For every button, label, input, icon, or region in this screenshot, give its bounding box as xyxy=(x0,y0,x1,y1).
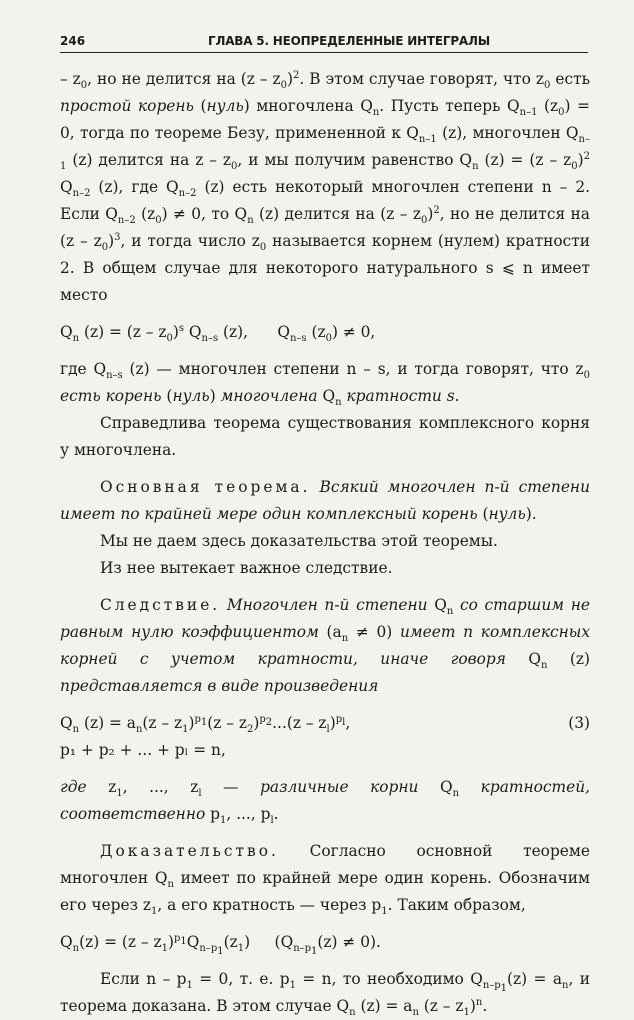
equation-number: (3) xyxy=(568,714,590,732)
page-number: 246 xyxy=(60,34,86,48)
paragraph-roots-note: где $z_1$, ..., $z_l$ — различные корни $Q_n$ кратностей, соответственно $p_1$, ..., $p_l$. xyxy=(60,778,590,827)
paragraph-no-proof: Мы не даем здесь доказательства этой теоремы. xyxy=(100,532,498,550)
paragraph-corollary-intro: Из нее вытекает важное следствие. xyxy=(100,559,393,577)
page-content xyxy=(60,66,590,1020)
formula-proof: $Q_n(z) = (z - z_1)^{p_1}Q_{n-p_1}(z_1)$ $(Q_{n-p_1}(z) \ne 0)$. xyxy=(60,932,381,958)
proof: Доказательство. Согласно основной теореме многочлен $Q_n$ имеет по крайней мере один корень. Обозначим его через $z_1$, а его кратность — через $p_1$. Таким образом, xyxy=(60,842,590,918)
page-header xyxy=(60,32,588,53)
main-theorem: Основная теорема. Всякий многочлен n-й степени имеет по крайней мере один комплексный корень (нуль). xyxy=(60,478,590,523)
formula-3: $Q_n$ $(z) = a_n(z - z_1)^{p_1}(z - z_2)^{p_2}...(z - z_l)^{p_l}$, (3) xyxy=(60,710,590,737)
formula-multiplicity: $Q_n$ $(z) = (z - z_0)^s$ $Q_{n-s}$ (z), $Q_{n-s}$ $(z_0) \ne 0$, xyxy=(60,322,376,345)
paragraph-existence: Справедлива теорема существования комплексного корня у многочлена. xyxy=(60,414,590,459)
formula-3-condition: p₁ + p₂ + ... + pₗ = n, xyxy=(60,741,226,759)
paragraph-simple-root: – $z_0$, но не делится на $(z - z_0)^2$. В этом случае говорят, что $z_0$ есть простой корень (нуль) многочлена $Q_n$. Пусть теперь $Q_{n-1}$ $(z_0) = 0$, тогда по теореме Безу, примененной к $Q_{n-1}$ (z), многочлен $Q_{n-1}$ (z) делится на z – $z_0$, и мы получим равенство $Q_n$ $(z) = (z - z_0)^2$ $Q_{n-2}$ (z), где $Q_{n-2}$ (z) есть некоторый многочлен степени n – 2. Если $Q_{n-2}$ $(z_0) \ne 0$, то $Q_n$ (z) делится на $(z - z_0)^2$, но не делится на $(z - z_0)^3$, и тогда число $z_0$ называется корнем (нулем) кратности 2. В общем случае для некоторого натурального s ⩽ n имеет место xyxy=(60,69,591,304)
paragraph-conclusion: Если $n - p_1 = 0$, т. е. $p_1 = n$, то необходимо $Q_{n-p_1}(z) = a_n$, и теорема доказана. В этом случае $Q_n$ $(z) = a_n$ $(z - z_1)^n$. xyxy=(60,970,590,1019)
corollary: Следствие. Многочлен n-й степени $Q_n$ со старшим не равным нулю коэффициентом $(a_n \ne 0)$ имеет n комплексных корней с учетом кратности, иначе говоря $Q_n$ (z) представляется в виде произведения xyxy=(60,596,591,695)
paragraph-multiplicity-def: где $Q_{n-s}$ (z) — многочлен степени n – s, и тогда говорят, что $z_0$ есть корень (нуль) многочлена $Q_n$ кратности s. xyxy=(60,360,590,409)
running-head: ГЛАВА 5. НЕОПРЕДЕЛЕННЫЕ ИНТЕГРАЛЫ xyxy=(208,34,491,48)
